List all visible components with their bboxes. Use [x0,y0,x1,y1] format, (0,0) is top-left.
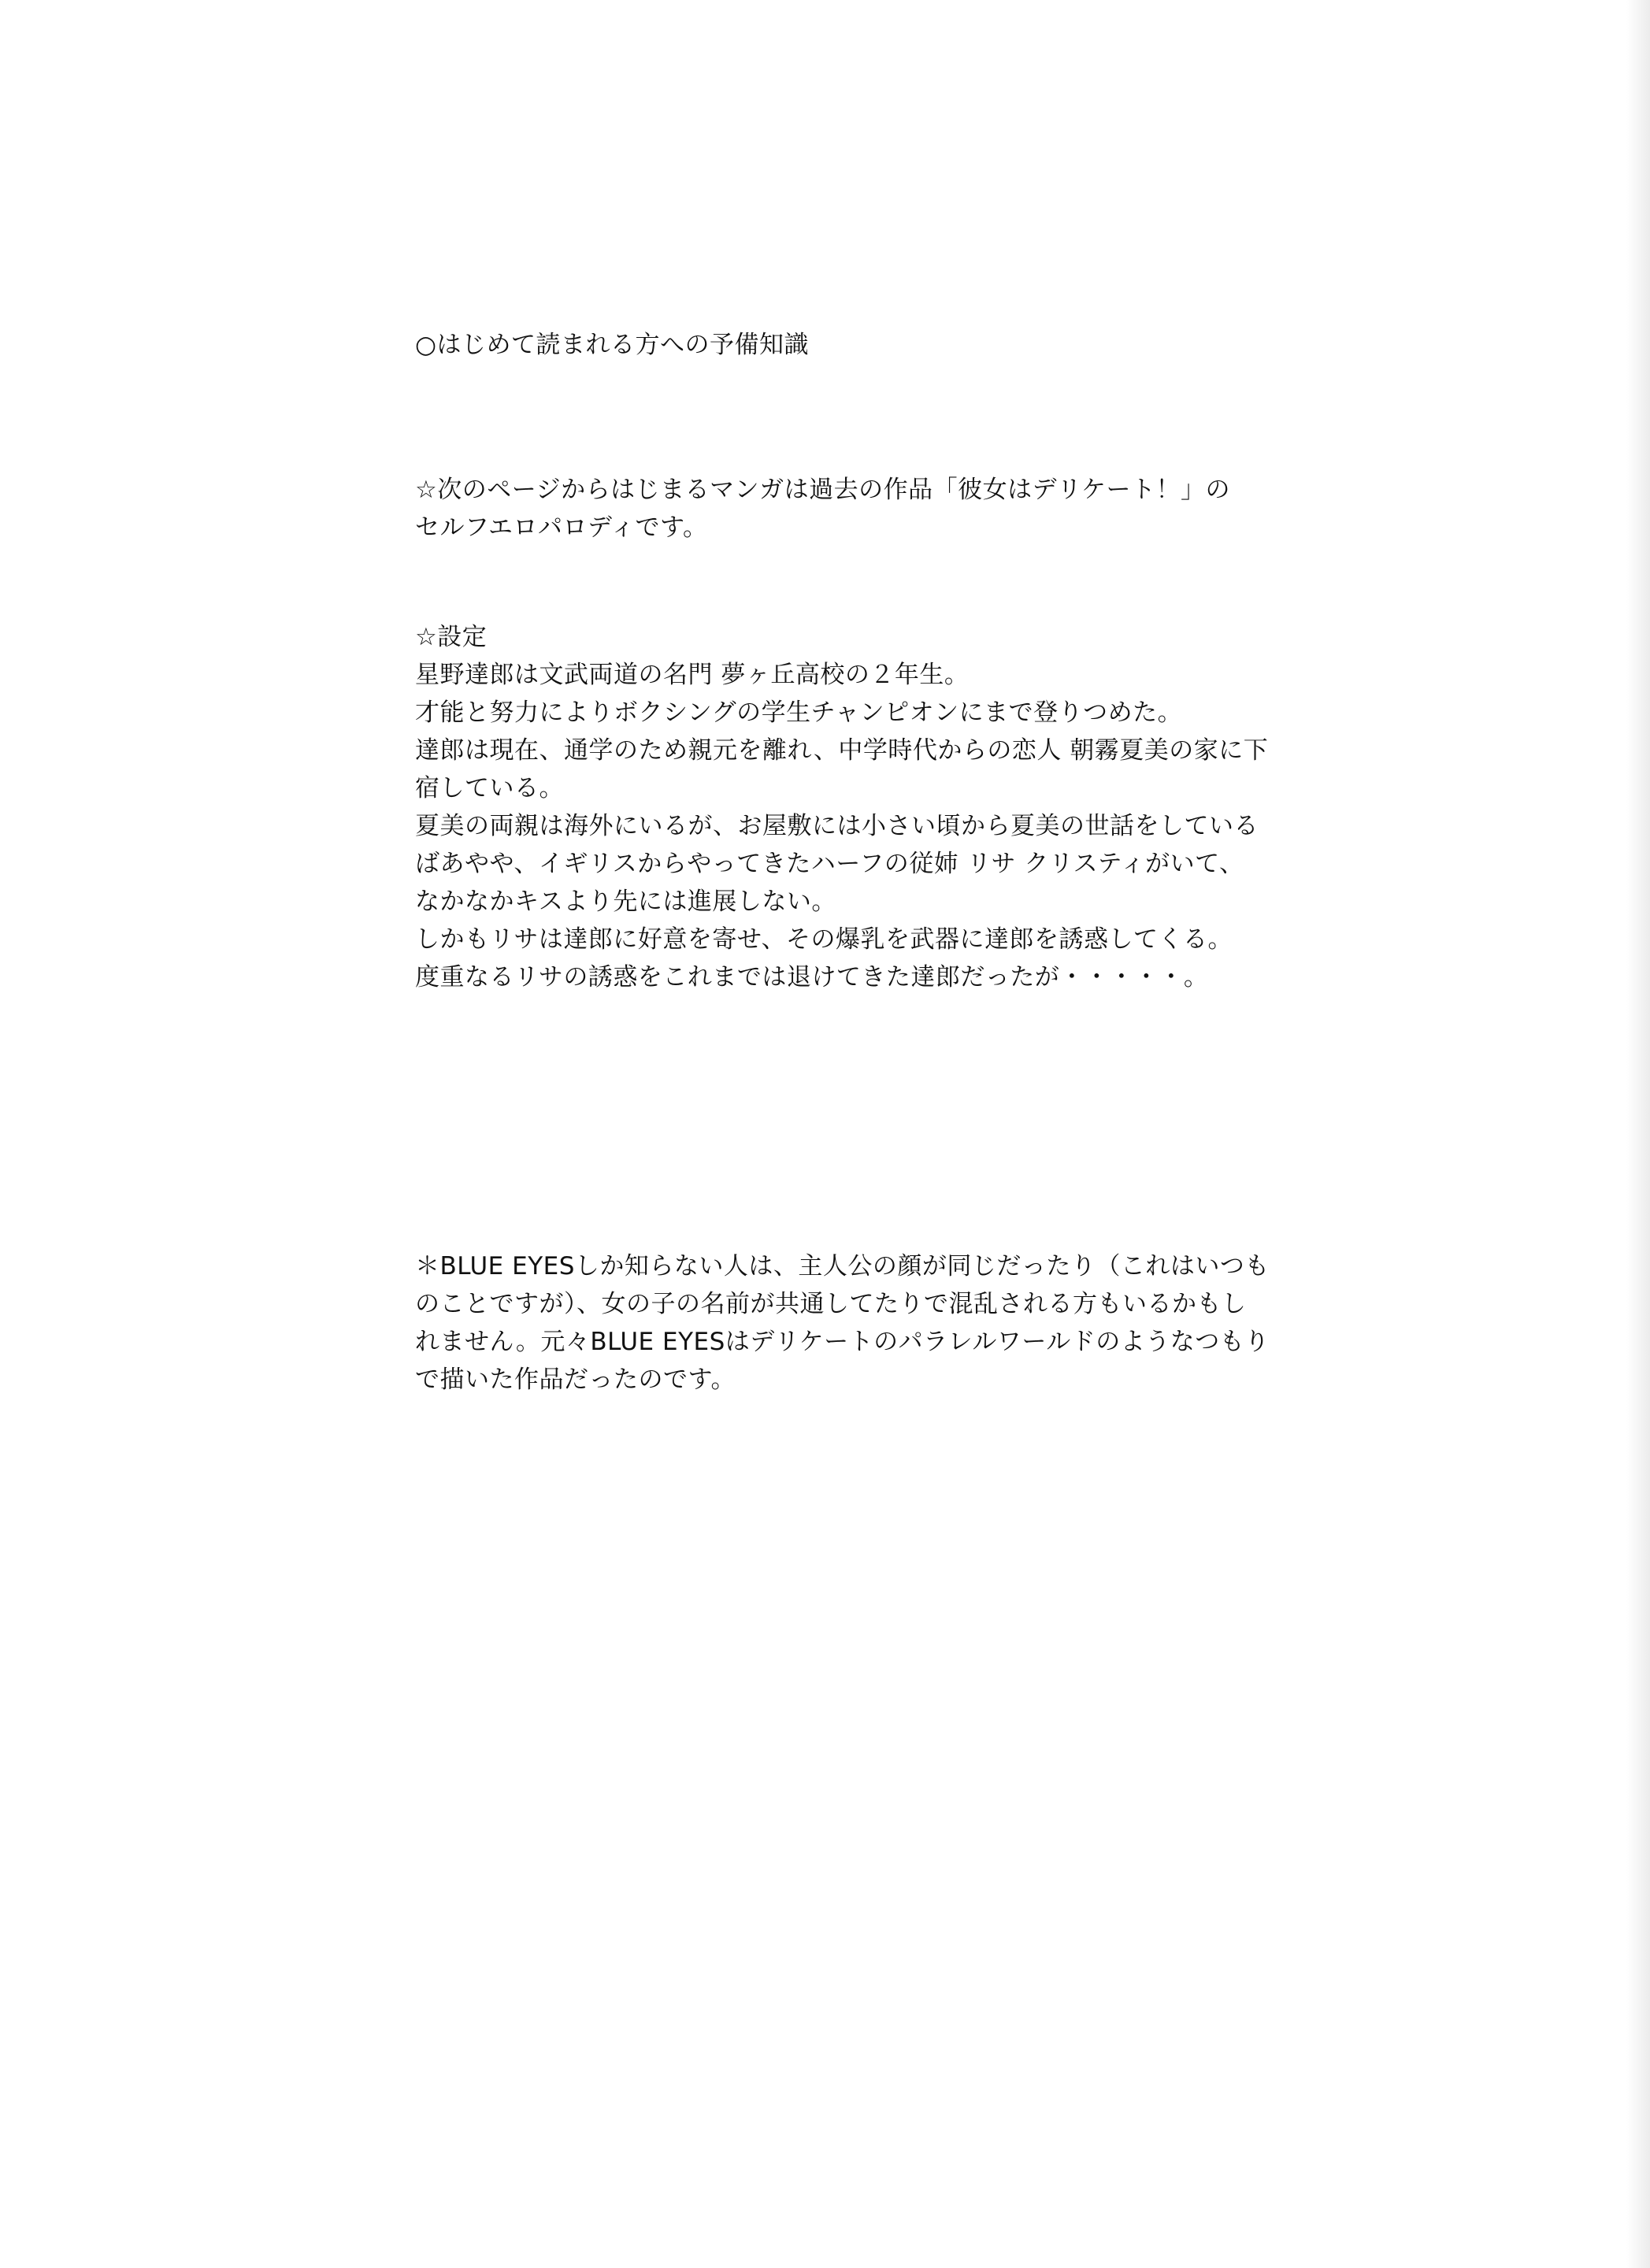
note-line: ＊BLUE EYESしか知らない人は、主人公の顔が同じだったり（これはいつも [415,1252,1270,1280]
settings-line: 才能と努力によりボクシングの学生チャンピオンにまで登りつめた。 [415,699,1183,727]
intro-line: セルフエロパロディです。 [415,513,708,542]
intro-line: ☆次のページからはじまるマンガは過去の作品「彼女はデリケート！」の [415,476,1231,504]
settings-line: 度重なるリサの誘惑をこれまでは退けてきた達郎だったが・・・・・。 [415,963,1209,991]
settings-line: ばあやや、イギリスからやってきたハーフの従姉 リサ クリスティがいて、 [415,850,1244,878]
note-line: れません。元々BLUE EYESはデリケートのパラレルワールドのようなつもり [415,1328,1270,1356]
note-line: で描いた作品だったのです。 [415,1366,736,1394]
settings-line: 宿している。 [415,774,564,802]
intro-paragraph [415,471,1321,547]
settings-line: 達郎は現在、通学のため親元を離れ、中学時代からの恋人 朝霧夏美の家に下 [415,736,1269,765]
settings-line: 星野達郎は文武両道の名門 夢ヶ丘高校の２年生。 [415,661,970,689]
heading-block [415,326,1321,364]
settings-title: ☆設定 [415,623,488,651]
page-heading: ○はじめて読まれる方への予備知識 [415,331,810,359]
settings-line: しかもリサは達郎に好意を寄せ、その爆乳を武器に達郎を誘惑してくる。 [415,925,1233,954]
note-line: のことですが）、女の子の名前が共通してたりで混乱される方もいるかもし [415,1290,1247,1318]
note-paragraph [415,1247,1321,1399]
settings-line: 夏美の両親は海外にいるが、お屋敷には小さい頃から夏美の世話をしている [415,812,1259,840]
settings-paragraph [415,618,1321,996]
page-edge-shadow [1626,0,1650,2268]
settings-line: なかなかキスより先には進展しない。 [415,888,836,916]
